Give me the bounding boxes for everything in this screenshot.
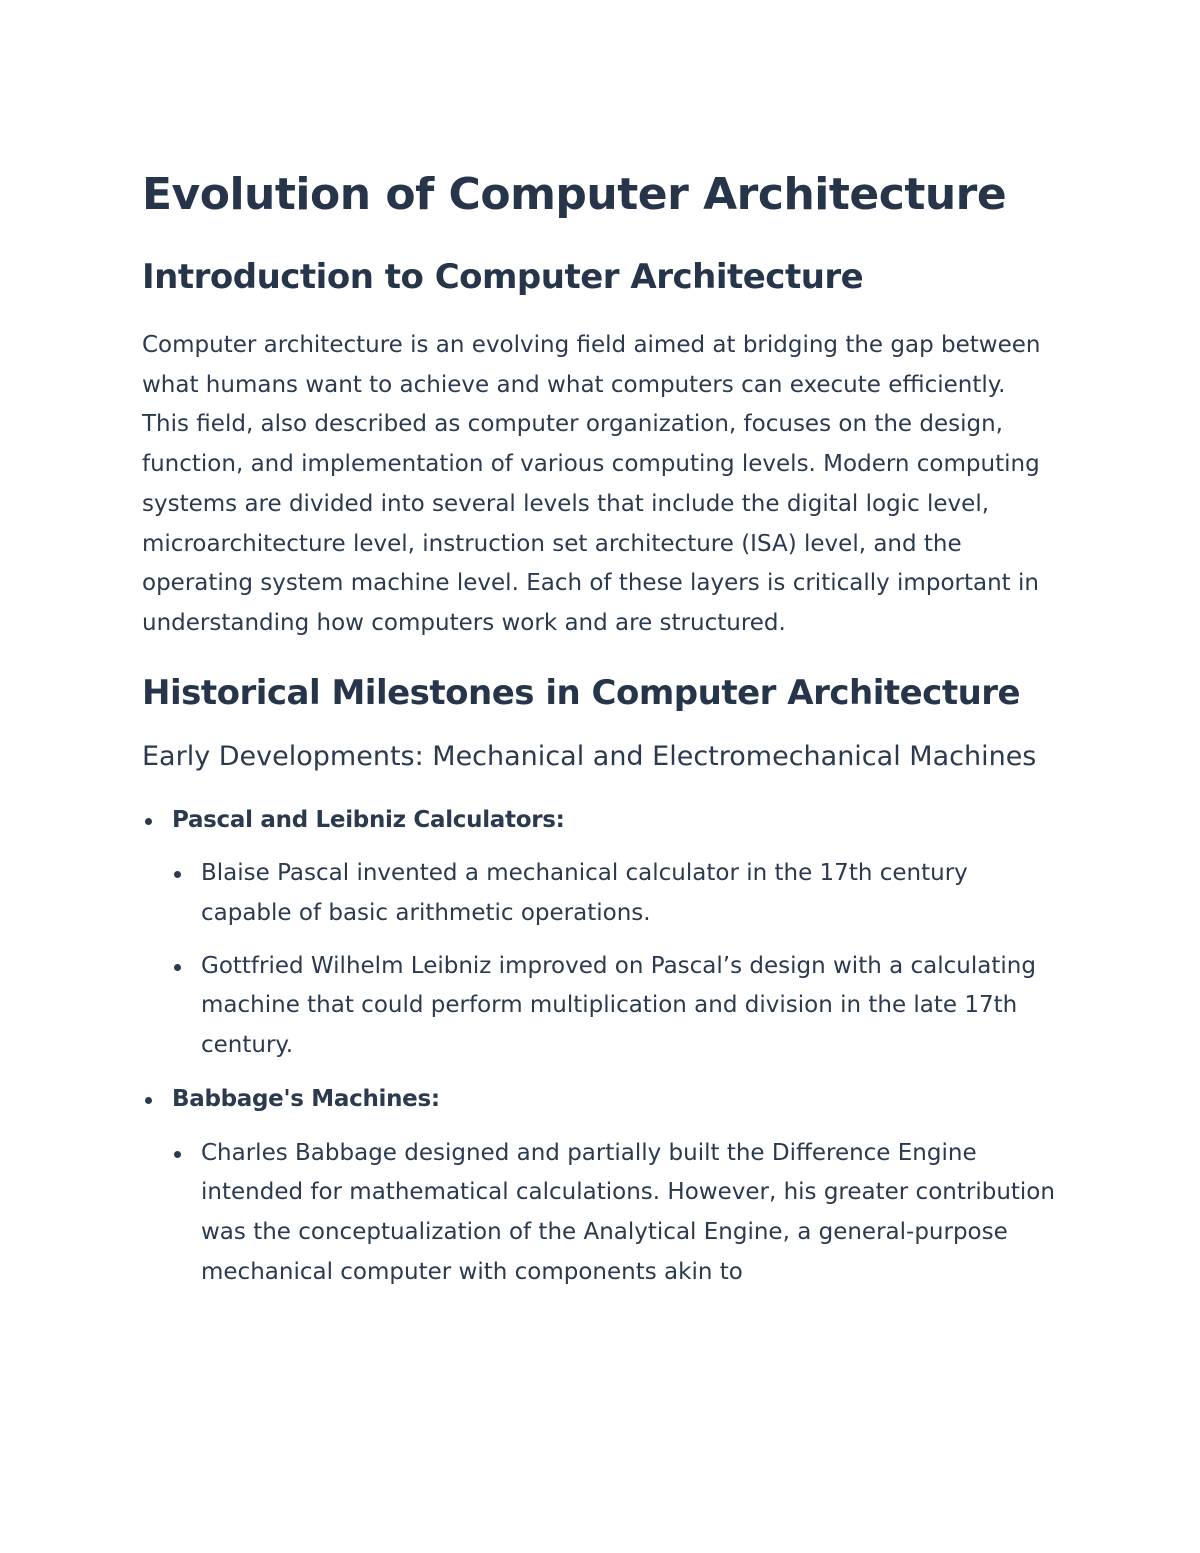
- sub-list-item-text: Blaise Pascal invented a mechanical calculator in the 17th century capable of basic arithmetic operations.: [201, 860, 968, 927]
- sub-list-item: [172, 947, 1057, 1066]
- document-page: [142, 168, 1057, 1292]
- sub-list-item: [172, 1134, 1057, 1293]
- document-title: Evolution of Computer Architecture: [142, 169, 1007, 220]
- list-item: [142, 801, 1057, 1066]
- list-item: [142, 1080, 1057, 1293]
- early-developments-subheading: Early Developments: Mechanical and Electromechanical Machines: [142, 740, 1037, 772]
- bullet-icon: [174, 871, 181, 878]
- sub-list-item-text: Gottfried Wilhelm Leibniz improved on Pascal’s design with a calculating machine that could perform multiplication and division in the late 17th century.: [201, 952, 1036, 1059]
- sub-list-item: [172, 854, 1057, 933]
- bullet-icon: [145, 1097, 152, 1104]
- milestones-list: [142, 801, 1057, 1293]
- bullet-icon: [174, 1151, 181, 1158]
- sub-list: [172, 1134, 1057, 1293]
- bullet-icon: [145, 818, 152, 825]
- sub-list: [172, 854, 1057, 1066]
- list-item-label: Pascal and Leibniz Calculators:: [172, 806, 565, 833]
- intro-heading: Introduction to Computer Architecture: [142, 257, 864, 297]
- list-item-label: Babbage's Machines:: [172, 1085, 440, 1112]
- sub-list-item-text: Charles Babbage designed and partially built the Difference Engine intended for mathematical calculations. However, his greater contribution was the conceptualization of the Analytical Engine, a general-purpose mechanical computer with components akin to: [201, 1139, 1055, 1285]
- history-heading: Historical Milestones in Computer Architecture: [142, 672, 1021, 713]
- bullet-icon: [174, 964, 181, 971]
- intro-paragraph: Computer architecture is an evolving field aimed at bridging the gap between what humans want to achieve and what computers can execute efficiently. This field, also described as computer organization, focuses on the design, function, and implementation of various computing levels. Modern computing systems are divided into several levels that include the digital logic level, microarchitecture level, instruction set architecture (ISA) level, and the operating system machine level. Each of these layers is critically important in understanding how computers work and are structured.: [142, 332, 1041, 636]
